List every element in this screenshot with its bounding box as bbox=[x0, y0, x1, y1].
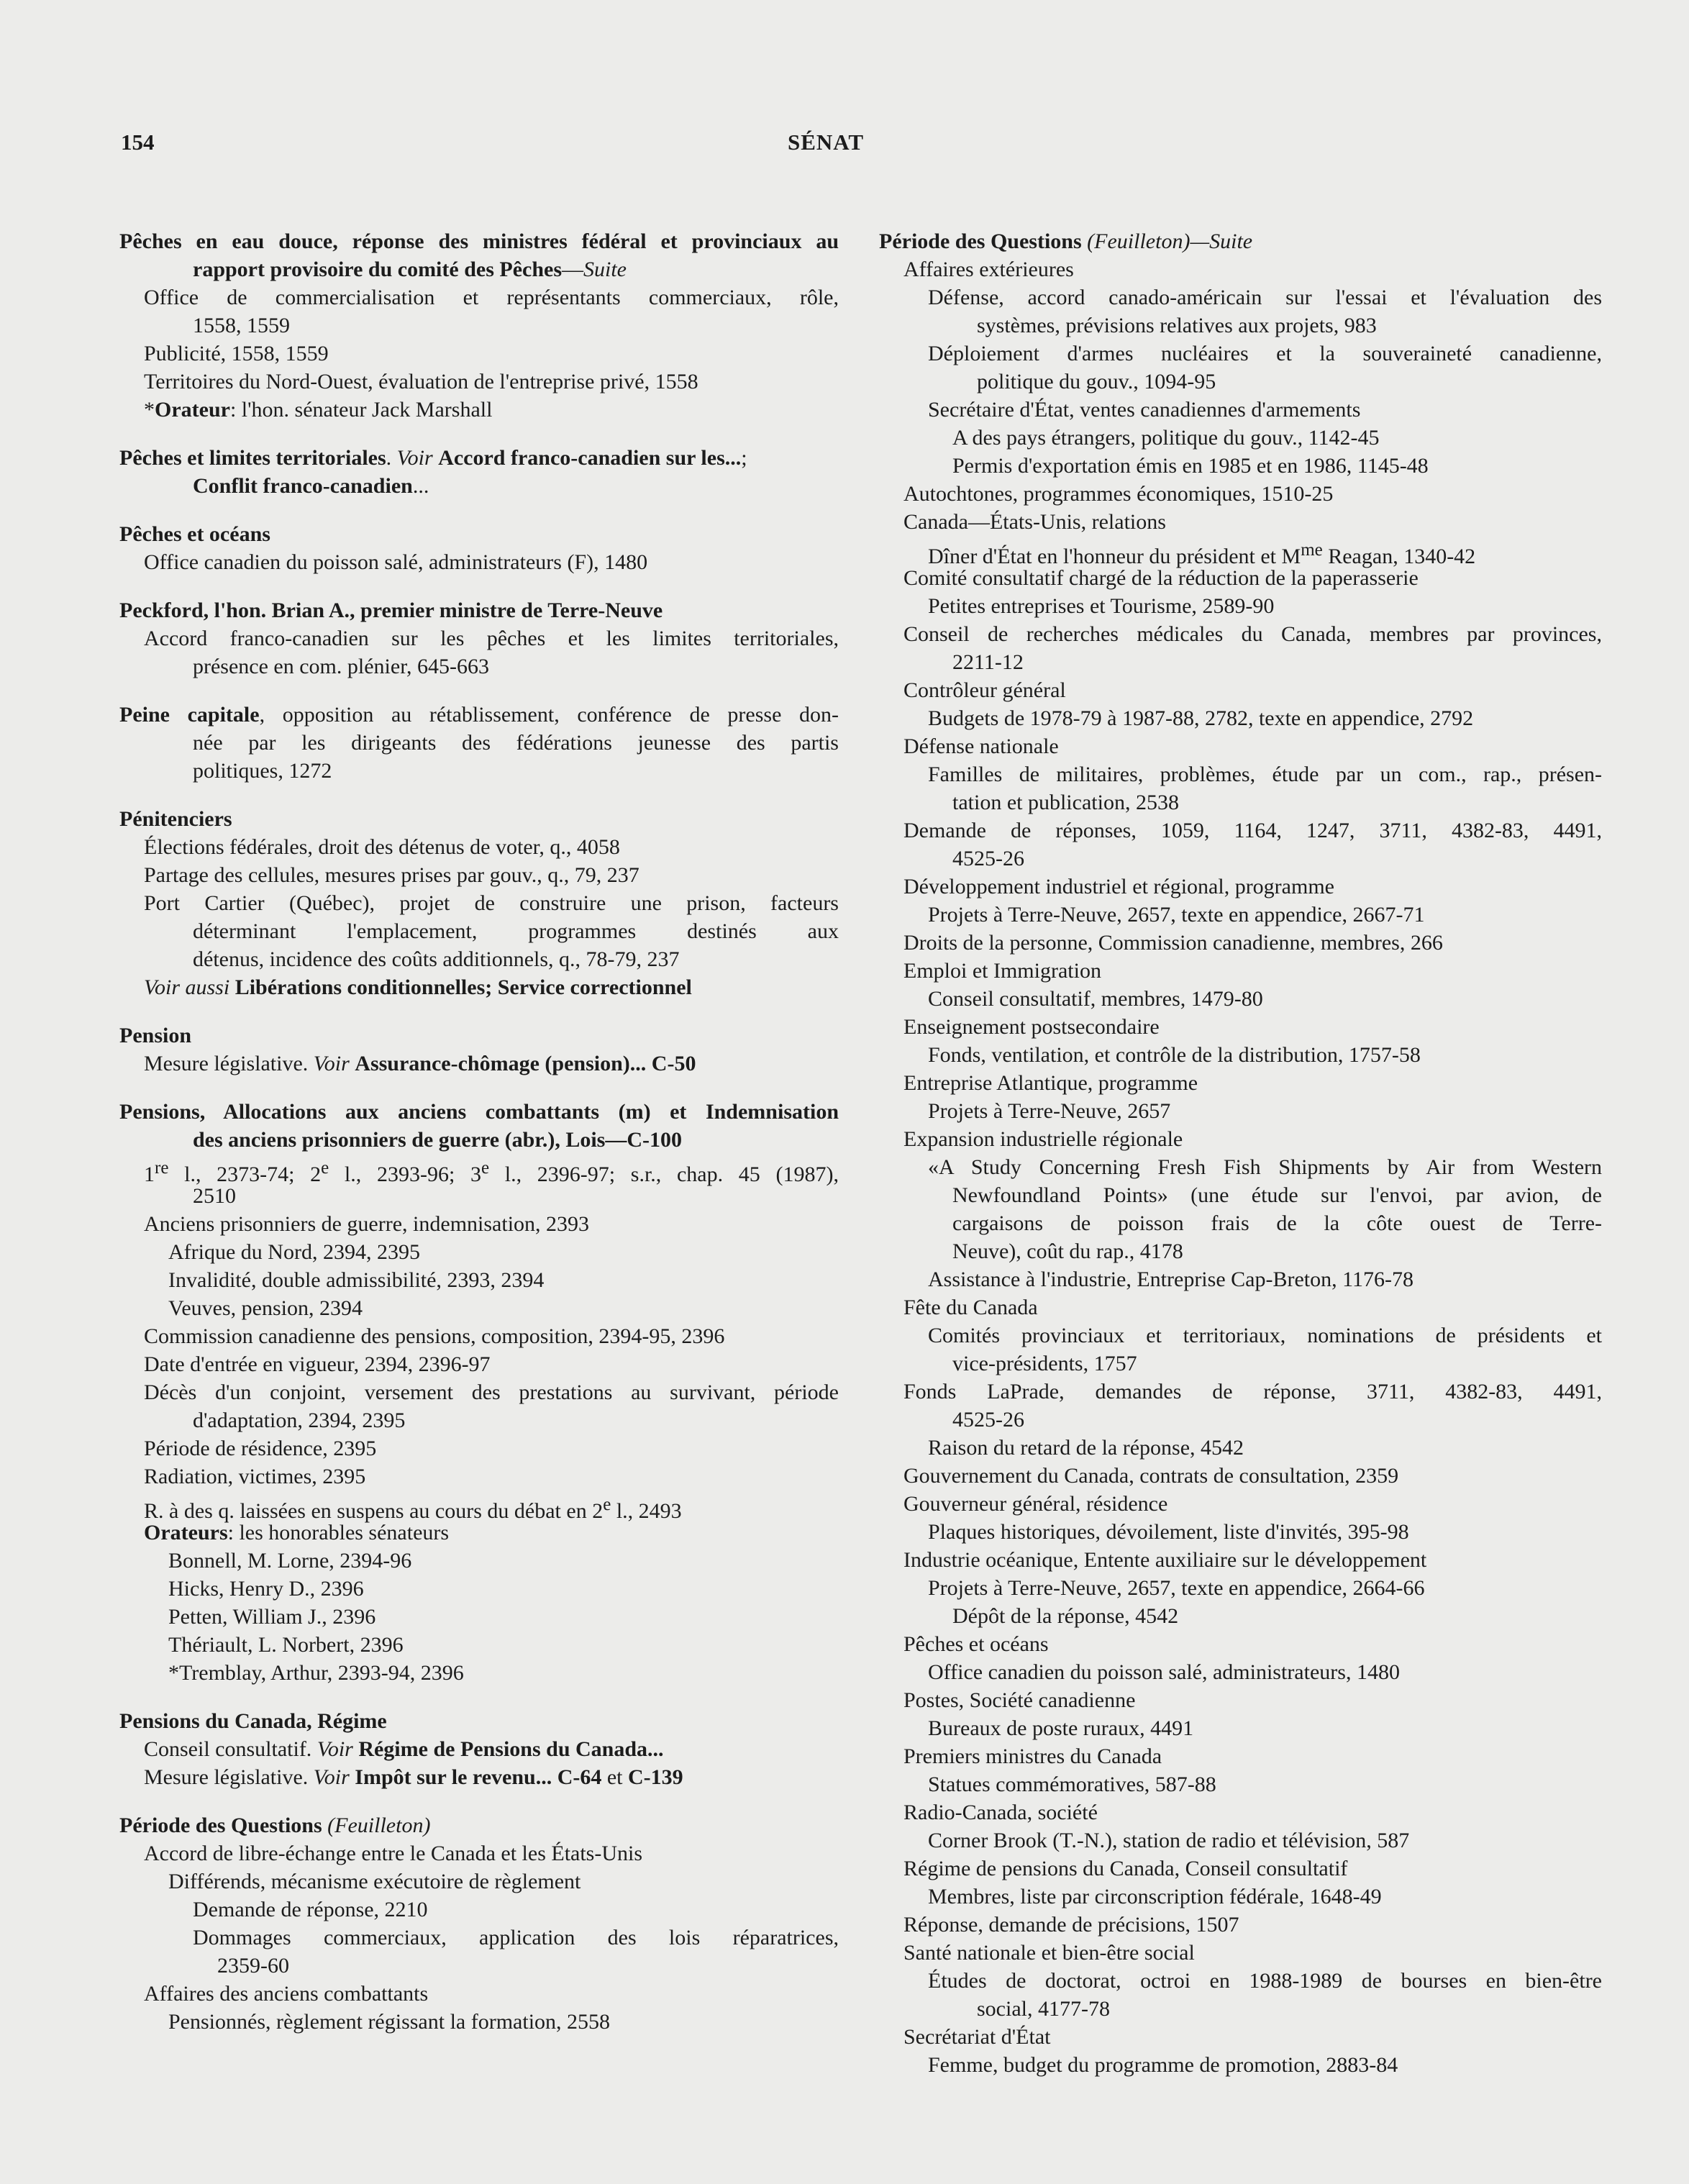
index-subentry-line: cargaisons de poisson frais de la côte ouest de Terre- bbox=[952, 1211, 1602, 1235]
entry-spacer bbox=[119, 1687, 839, 1707]
index-subentry-line: Gouvernement du Canada, contrats de consultation, 2359 bbox=[903, 1464, 1399, 1488]
index-subentry-line: Postes, Société canadienne bbox=[903, 1688, 1136, 1712]
index-subentry-line: Fonds, ventilation, et contrôle de la distribution, 1757-58 bbox=[928, 1043, 1421, 1067]
index-subentry-line: Femme, budget du programme de promotion, 2883-84 bbox=[928, 2053, 1398, 2077]
index-subentry-line: Dommages commerciaux, application des lois réparatrices, bbox=[193, 1926, 839, 1949]
index-subentry-line: Projets à Terre-Neuve, 2657, texte en appendice, 2664-66 bbox=[928, 1576, 1425, 1600]
entry-spacer bbox=[119, 576, 839, 596]
index-subentry-line: Enseignement postsecondaire bbox=[903, 1015, 1160, 1039]
index-subentry-line: politique du gouv., 1094-95 bbox=[977, 370, 1216, 393]
index-subentry-line: Bureaux de poste ruraux, 4491 bbox=[928, 1716, 1194, 1740]
index-subentry-line: Raison du retard de la réponse, 4542 bbox=[928, 1436, 1244, 1460]
index-subentry-line: Différends, mécanisme exécutoire de règlement bbox=[168, 1870, 581, 1893]
index-subentry-line: «A Study Concerning Fresh Fish Shipments by Air from Western bbox=[928, 1155, 1602, 1179]
index-heading-line: Peckford, l'hon. Brian A., premier ministre de Terre-Neuve bbox=[119, 599, 663, 622]
index-subentry-line: Commission canadienne des pensions, composition, 2394-95, 2396 bbox=[144, 1324, 725, 1348]
index-subentry-line: Demande de réponse, 2210 bbox=[193, 1898, 428, 1921]
index-subentry-line: Office canadien du poisson salé, administrateurs (F), 1480 bbox=[144, 550, 648, 574]
index-heading-line: Pensions du Canada, Régime bbox=[119, 1709, 387, 1733]
index-subentry-line: Statues commémoratives, 587-88 bbox=[928, 1773, 1216, 1796]
index-subentry-line: Petten, William J., 2396 bbox=[168, 1605, 376, 1629]
index-subentry-line: 2359-60 bbox=[217, 1954, 289, 1978]
index-subentry-line: vice-présidents, 1757 bbox=[952, 1352, 1137, 1375]
index-subentry-line: Autochtones, programmes économiques, 1510-25 bbox=[903, 482, 1334, 506]
index-subentry-line: Conseil de recherches médicales du Canada, membres par provinces, bbox=[903, 622, 1602, 646]
index-subentry-line: *Orateur: l'hon. sénateur Jack Marshall bbox=[144, 398, 493, 422]
index-subentry-line: Gouverneur général, résidence bbox=[903, 1492, 1168, 1516]
index-subentry-line: Santé nationale et bien-être social bbox=[903, 1941, 1195, 1965]
entry-spacer bbox=[119, 500, 839, 520]
index-subentry-line: politiques, 1272 bbox=[193, 759, 332, 783]
index-subentry-line: Projets à Terre-Neuve, 2657, texte en appendice, 2667-71 bbox=[928, 903, 1425, 927]
index-subentry-line: Veuves, pension, 2394 bbox=[168, 1296, 363, 1320]
index-subentry-line: Comités provinciaux et territoriaux, nominations de présidents et bbox=[928, 1324, 1602, 1347]
index-heading-line: Période des Questions (Feuilleton) bbox=[119, 1814, 431, 1837]
index-subentry-line: Petites entreprises et Tourisme, 2589-90 bbox=[928, 594, 1275, 618]
index-heading-line: Pensions, Allocations aux anciens combattants (m) et Indemnisation bbox=[119, 1100, 839, 1124]
index-subentry-line: née par les dirigeants des fédérations jeunesse des partis bbox=[193, 731, 839, 755]
index-column-right bbox=[879, 227, 1602, 2079]
index-subentry-line: 2211-12 bbox=[952, 650, 1024, 674]
index-subentry-line: Newfoundland Points» (une étude sur l'envoi, par avion, de bbox=[952, 1183, 1602, 1207]
index-subentry-line: Pensionnés, règlement régissant la formation, 2558 bbox=[168, 2010, 611, 2034]
index-subentry-line: Fête du Canada bbox=[903, 1296, 1038, 1319]
index-subentry-line: Affaires des anciens combattants bbox=[144, 1982, 429, 2006]
index-subentry-line: d'adaptation, 2394, 2395 bbox=[193, 1409, 406, 1432]
index-subentry-line: Accord franco-canadien sur les pêches et les limites territoriales, bbox=[144, 627, 839, 650]
index-subentry-line: Publicité, 1558, 1559 bbox=[144, 342, 329, 365]
index-subentry-line: 1re l., 2373-74; 2e l., 2393-96; 3e l., 2396-97; s.r., chap. 45 (1987), bbox=[144, 1158, 839, 1186]
index-subentry-line: Élections fédérales, droit des détenus de voter, q., 4058 bbox=[144, 835, 620, 859]
index-subentry-line: rapport provisoire du comité des Pêches—Suite bbox=[193, 258, 627, 281]
index-subentry-line: Dîner d'État en l'honneur du président et $M^{me}$ Reagan, 1340-42 bbox=[928, 540, 1476, 568]
index-subentry-line: systèmes, prévisions relatives aux projets, 983 bbox=[977, 314, 1377, 337]
index-subentry-line: Neuve), coût du rap., 4178 bbox=[952, 1239, 1183, 1263]
index-subentry-line: Droits de la personne, Commission canadienne, membres, 266 bbox=[903, 931, 1443, 955]
index-subentry-line: Premiers ministres du Canada bbox=[903, 1744, 1162, 1768]
journal-title: SÉNAT bbox=[787, 129, 865, 155]
index-subentry-line: Contrôleur général bbox=[903, 678, 1066, 702]
index-subentry-line: A des pays étrangers, politique du gouv., 1142-45 bbox=[952, 426, 1380, 450]
index-subentry-line: Entreprise Atlantique, programme bbox=[903, 1071, 1198, 1095]
index-subentry-line: Assistance à l'industrie, Entreprise Cap-Breton, 1176-78 bbox=[928, 1268, 1413, 1291]
index-subentry-line: Secrétaire d'État, ventes canadiennes d'armements bbox=[928, 398, 1361, 422]
index-subentry-line: Office canadien du poisson salé, administrateurs, 1480 bbox=[928, 1660, 1400, 1684]
index-subentry-line: Bonnell, M. Lorne, 2394-96 bbox=[168, 1549, 412, 1573]
entry-spacer bbox=[119, 1791, 839, 1811]
index-subentry-line: Affaires extérieures bbox=[903, 258, 1074, 281]
running-head bbox=[121, 128, 1531, 157]
index-subentry-line: Développement industriel et régional, programme bbox=[903, 875, 1334, 898]
index-heading-line: Pêches et océans bbox=[119, 522, 270, 546]
index-subentry-line: déterminant l'emplacement, programmes destinés aux bbox=[193, 919, 839, 943]
index-subentry-line: Pêches et océans bbox=[903, 1632, 1049, 1656]
index-subentry-line: Afrique du Nord, 2394, 2395 bbox=[168, 1240, 420, 1264]
index-subentry-line: *Tremblay, Arthur, 2393-94, 2396 bbox=[168, 1661, 464, 1685]
index-subentry-line: Radio-Canada, société bbox=[903, 1801, 1098, 1824]
index-subentry-line: Défense nationale bbox=[903, 734, 1059, 758]
index-subentry-line: Radiation, victimes, 2395 bbox=[144, 1465, 366, 1488]
index-subentry-line: Corner Brook (T.-N.), station de radio et télévision, 587 bbox=[928, 1829, 1410, 1852]
index-subentry-line: Études de doctorat, octroi en 1988-1989 de bourses en bien-être bbox=[928, 1969, 1602, 1993]
entry-spacer bbox=[119, 681, 839, 701]
index-subentry-line: Accord de libre-échange entre le Canada et les États-Unis bbox=[144, 1842, 643, 1865]
index-subentry-line: Permis d'exportation émis en 1985 et en 1986, 1145-48 bbox=[952, 454, 1429, 478]
index-subentry-line: Thériault, L. Norbert, 2396 bbox=[168, 1633, 404, 1657]
index-subentry-line: R. à des q. laissées en suspens au cours du débat en 2e l., 2493 bbox=[144, 1495, 682, 1523]
index-subentry-line: présence en com. plénier, 645-663 bbox=[193, 655, 489, 678]
index-subentry-line: Projets à Terre-Neuve, 2657 bbox=[928, 1099, 1171, 1123]
index-subentry-line: Plaques historiques, dévoilement, liste d'invités, 395-98 bbox=[928, 1520, 1409, 1544]
index-subentry-line: Dépôt de la réponse, 4542 bbox=[952, 1604, 1179, 1628]
entry-spacer bbox=[119, 424, 839, 444]
index-subentry-line: Fonds LaPrade, demandes de réponse, 3711, 4382-83, 4491, bbox=[903, 1380, 1602, 1403]
index-column-left bbox=[119, 227, 839, 2036]
entry-spacer bbox=[119, 785, 839, 805]
index-subentry-line: Demande de réponses, 1059, 1164, 1247, 3711, 4382-83, 4491, bbox=[903, 819, 1602, 842]
index-subentry-line: Industrie océanique, Entente auxiliaire sur le développement bbox=[903, 1548, 1427, 1572]
index-heading-line: Peine capitale, opposition au rétablissement, conférence de presse don- bbox=[119, 703, 839, 727]
index-subentry-line: Décès d'un conjoint, versement des prestations au survivant, période bbox=[144, 1380, 839, 1404]
index-subentry-line: Secrétariat d'État bbox=[903, 2025, 1051, 2049]
index-subentry-line: 2510 bbox=[193, 1184, 236, 1208]
index-heading-line: Pêches en eau douce, réponse des ministres fédéral et provinciaux au bbox=[119, 229, 839, 253]
index-subentry-line: des anciens prisonniers de guerre (abr.), Lois—C-100 bbox=[193, 1128, 683, 1152]
index-subentry-line: détenus, incidence des coûts additionnels, q., 78-79, 237 bbox=[193, 947, 680, 971]
index-subentry-line: Comité consultatif chargé de la réduction de la paperasserie bbox=[903, 566, 1419, 590]
index-subentry-line: Mesure législative. Voir Assurance-chômage (pension)... C-50 bbox=[144, 1052, 696, 1075]
index-subentry-line: Membres, liste par circonscription fédérale, 1648-49 bbox=[928, 1885, 1382, 1908]
index-heading-line: Pêches et limites territoriales. Voir Accord franco-canadien sur les...; bbox=[119, 446, 747, 470]
entry-spacer bbox=[119, 1001, 839, 1022]
index-subentry-line: 1558, 1559 bbox=[193, 314, 290, 337]
index-subentry-line: Partage des cellules, mesures prises par gouv., q., 79, 237 bbox=[144, 863, 639, 887]
index-subentry-line: Régime de pensions du Canada, Conseil consultatif bbox=[903, 1857, 1348, 1880]
index-subentry-line: Territoires du Nord-Ouest, évaluation de l'entreprise privé, 1558 bbox=[144, 370, 698, 393]
index-subentry-line: tation et publication, 2538 bbox=[952, 791, 1179, 814]
index-subentry-line: Hicks, Henry D., 2396 bbox=[168, 1577, 364, 1601]
index-subentry-line: Emploi et Immigration bbox=[903, 959, 1101, 983]
page-number: 154 bbox=[121, 129, 155, 155]
index-subentry-line: Période de résidence, 2395 bbox=[144, 1437, 377, 1460]
index-heading-line: Période des Questions (Feuilleton)—Suite bbox=[879, 229, 1253, 253]
index-subentry-line: Expansion industrielle régionale bbox=[903, 1127, 1183, 1151]
index-subentry-line: Familles de militaires, problèmes, étude par un com., rap., présen- bbox=[928, 763, 1602, 786]
index-subentry-line: Réponse, demande de précisions, 1507 bbox=[903, 1913, 1239, 1937]
index-subentry-line: Mesure législative. Voir Impôt sur le revenu... C-64 et C-139 bbox=[144, 1765, 683, 1789]
index-heading-line: Pénitenciers bbox=[119, 807, 232, 831]
entry-spacer bbox=[119, 1078, 839, 1098]
index-subentry-line: Voir aussi Libérations conditionnelles; Service correctionnel bbox=[144, 975, 692, 999]
index-subentry-line: Date d'entrée en vigueur, 2394, 2396-97 bbox=[144, 1352, 491, 1376]
index-subentry-line: Port Cartier (Québec), projet de construire une prison, facteurs bbox=[144, 891, 839, 915]
index-subentry-line: Défense, accord canado-américain sur l'essai et l'évaluation des bbox=[928, 286, 1602, 309]
index-subentry-line: Anciens prisonniers de guerre, indemnisation, 2393 bbox=[144, 1212, 590, 1236]
index-subentry-line: Conseil consultatif, membres, 1479-80 bbox=[928, 987, 1263, 1011]
index-heading-line: Pension bbox=[119, 1024, 192, 1047]
index-subentry-line: Invalidité, double admissibilité, 2393, 2394 bbox=[168, 1268, 545, 1292]
index-subentry-line: Canada—États-Unis, relations bbox=[903, 510, 1166, 534]
index-subentry-line: Conseil consultatif. Voir Régime de Pensions du Canada... bbox=[144, 1737, 664, 1761]
index-subentry-line: 4525-26 bbox=[952, 847, 1024, 870]
index-subentry-line: 4525-26 bbox=[952, 1408, 1024, 1432]
index-subentry-line: Déploiement d'armes nucléaires et la souveraineté canadienne, bbox=[928, 342, 1602, 365]
index-subentry-line: Office de commercialisation et représentants commerciaux, rôle, bbox=[144, 286, 839, 309]
index-subentry-line: Conflit franco-canadien... bbox=[193, 474, 429, 498]
index-subentry-line: Orateurs: les honorables sénateurs bbox=[144, 1521, 450, 1544]
index-subentry-line: Budgets de 1978-79 à 1987-88, 2782, texte en appendice, 2792 bbox=[928, 706, 1474, 730]
index-subentry-line: social, 4177-78 bbox=[977, 1997, 1110, 2021]
